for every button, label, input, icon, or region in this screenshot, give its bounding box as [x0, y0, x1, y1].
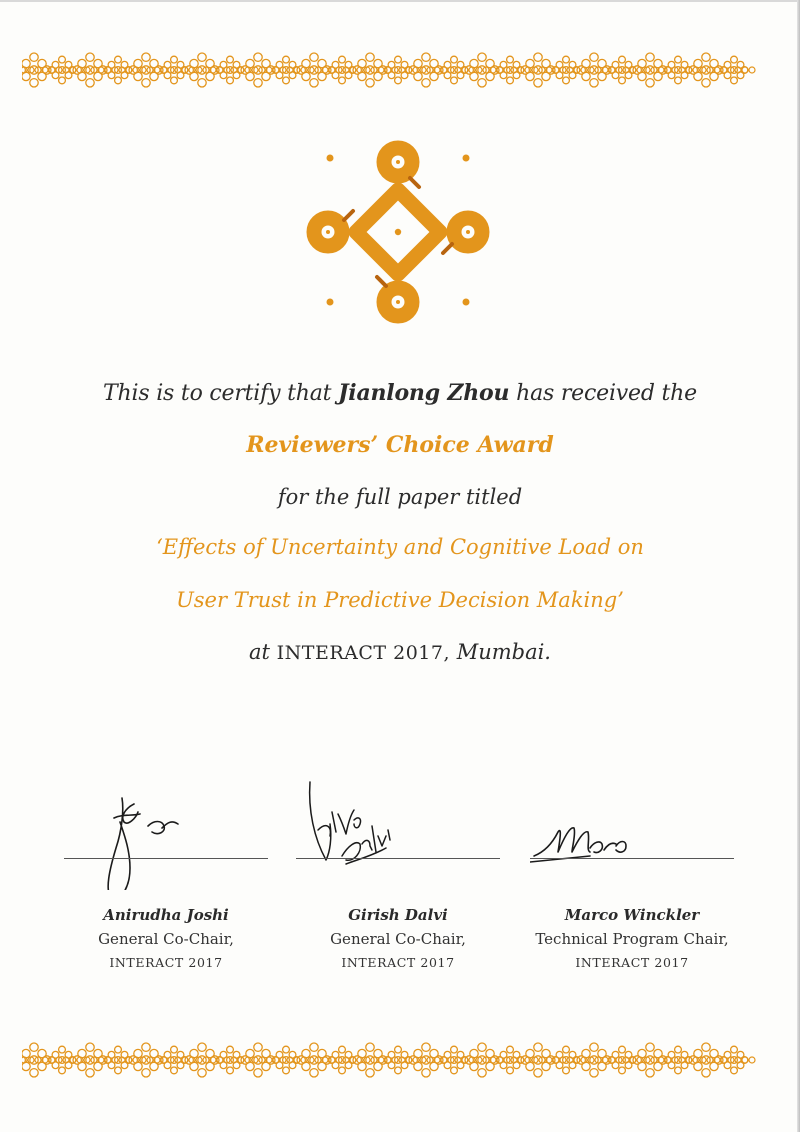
- signatory-name: Marco Winckler: [564, 906, 700, 924]
- handwritten-signature: [296, 760, 506, 890]
- signatory-name: Girish Dalvi: [348, 906, 448, 924]
- signatory-org: INTERACT 2017: [109, 955, 223, 970]
- kolam-knot-border-icon: [22, 40, 758, 100]
- paper-intro: for the full paper titled: [277, 485, 523, 509]
- signatory-role: General Co-Chair,: [330, 930, 466, 948]
- bottom-border: [22, 1030, 758, 1090]
- venue-city: Mumbai.: [456, 640, 551, 664]
- signatory-block: [64, 760, 274, 990]
- venue-conference: INTERACT 2017,: [276, 642, 450, 664]
- recipient-name: Jianlong Zhou: [338, 380, 510, 406]
- signatory-org: INTERACT 2017: [575, 955, 689, 970]
- signature-line: [296, 858, 500, 859]
- top-border: [22, 40, 758, 100]
- kolam-knot-emblem-icon: [298, 138, 498, 328]
- paper-title-line-2: User Trust in Predictive Decision Making’: [176, 588, 624, 612]
- certify-prefix: This is to certify that: [103, 381, 332, 406]
- signatory-name: Anirudha Joshi: [103, 906, 229, 924]
- paper-title-line-1: ‘Effects of Uncertainty and Cognitive Load on: [156, 535, 644, 559]
- signatory-block: [296, 760, 506, 990]
- signatory-role: General Co-Chair,: [98, 930, 234, 948]
- handwritten-signature: [530, 760, 740, 890]
- scan-top-edge: [0, 0, 800, 2]
- signature-line: [530, 858, 734, 859]
- handwritten-signature: [64, 760, 274, 890]
- signature-line: [64, 858, 268, 859]
- signatory-block: [530, 760, 740, 990]
- certify-statement: [0, 380, 800, 406]
- signatory-role: Technical Program Chair,: [535, 930, 729, 948]
- venue-statement: [0, 640, 800, 664]
- award-title: Reviewers’ Choice Award: [246, 432, 554, 458]
- signatory-org: INTERACT 2017: [341, 955, 455, 970]
- certify-suffix: has received the: [516, 381, 697, 406]
- kolam-knot-border-icon: [22, 1030, 758, 1090]
- venue-prefix: at: [249, 640, 270, 664]
